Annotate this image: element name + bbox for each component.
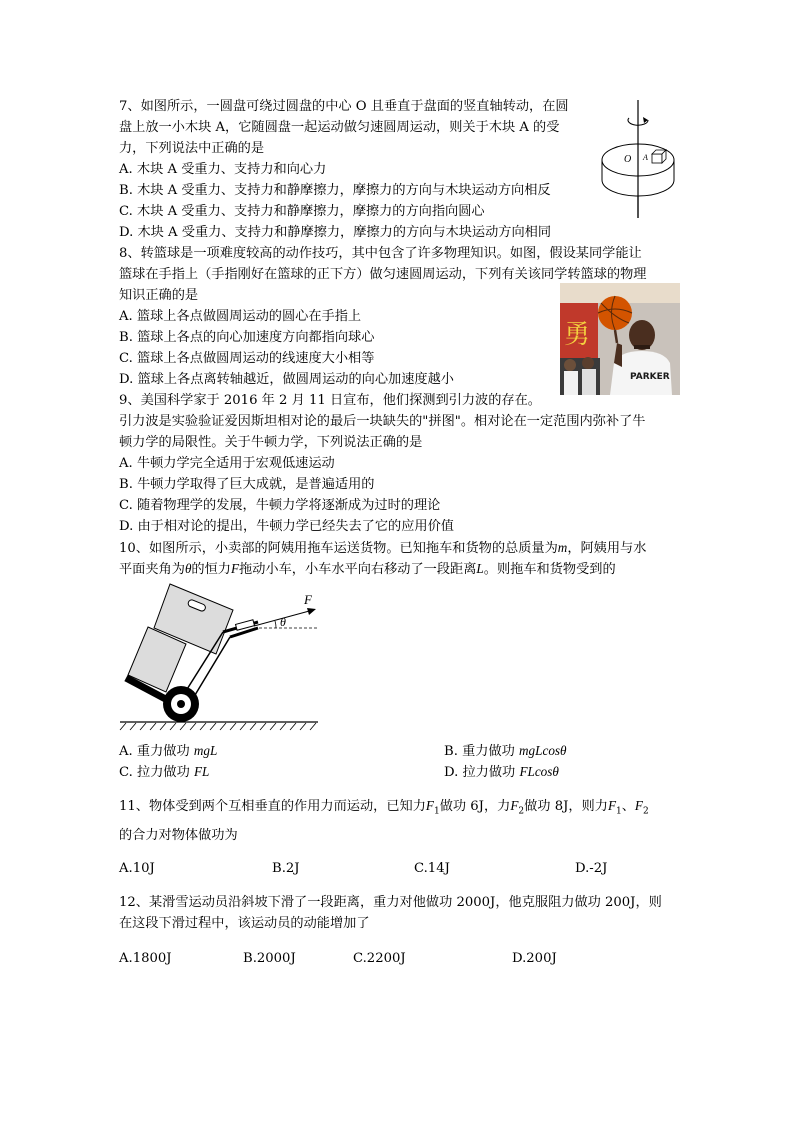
q12-option-b: B.2000J (243, 951, 296, 966)
q7-disc-figure (596, 98, 682, 220)
q10-option-a: A. 重力做功 mgL (119, 743, 218, 759)
q7-block-label: A (643, 153, 648, 162)
q7-center-label: O (624, 154, 632, 165)
q10-cart-figure (118, 582, 328, 732)
q11-option-b: B.2J (272, 861, 300, 876)
q12-stem-line-1: 12、某滑雪运动员沿斜坡下滑了一段距离，重力对他做功 2000J，他克服阻力做功 200J，则 (119, 895, 662, 910)
q9-stem-line-1: 9、美国科学家于 2016 年 2 月 11 日宣布，他们探测到引力波的存在。 (119, 393, 541, 408)
q7-option-b: B. 木块 A 受重力、支持力和静摩擦力，摩擦力的方向与木块运动方向相反 (119, 183, 551, 198)
q8-basketball-photo (560, 283, 680, 395)
q7-block-shape (652, 150, 666, 163)
q8-stem-line-2: 篮球在手指上（手指刚好在篮球的正下方）做匀速圆周运动，下列有关该同学转篮球的物理 (119, 267, 647, 282)
q9-option-b: B. 牛顿力学取得了巨大成就，是普遍适用的 (119, 477, 375, 492)
q9-option-d: D. 由于相对论的提出，牛顿力学已经失去了它的应用价值 (119, 519, 454, 534)
q8-shirt-text: PARKER (630, 372, 670, 382)
q12-option-c: C.2200J (353, 951, 406, 966)
q11-option-d: D.-2J (575, 861, 608, 876)
q10-option-d: D. 拉力做功 FLcosθ (444, 764, 559, 780)
q10-angle-label: θ (280, 615, 286, 629)
q9-stem-line-2: 引力波是实验验证爱因斯坦相对论的最后一块缺失的"拼图"。相对论在一定范围内弥补了牛 (119, 414, 646, 429)
q8-option-b: B. 篮球上各点的向心加速度方向都指向球心 (119, 330, 375, 345)
q12-stem-line-2: 在这段下滑过程中，该运动员的动能增加了 (119, 916, 370, 931)
q11-stem-line-2: 的合力对物体做功为 (119, 828, 238, 843)
q7-option-a: A. 木块 A 受重力、支持力和向心力 (119, 162, 327, 177)
q9-option-c: C. 随着物理学的发展，牛顿力学将逐渐成为过时的理论 (119, 498, 441, 513)
q11-option-a: A.10J (119, 861, 155, 876)
q10-option-b: B. 重力做功 mgLcosθ (444, 743, 567, 759)
q8-option-d: D. 篮球上各点离转轴越近，做圆周运动的向心加速度越小 (119, 372, 454, 387)
q10-mass-symbol: m (557, 540, 568, 555)
q11-stem-line-1: 11、物体受到两个互相垂直的作用力而运动，已知力$F_1$做功 6J，力$F_2$做功 8J，则力$F_1$、$F_2$ (119, 798, 649, 817)
q12-option-a: A.1800J (119, 951, 172, 966)
q8-option-c: C. 篮球上各点做圆周运动的线速度大小相等 (119, 351, 375, 366)
q10-option-c: C. 拉力做功 FL (119, 764, 210, 780)
q10-stem-line-1: 10、如图所示，小卖部的阿姨用拖车运送货物。已知拖车和货物的总质量为m，阿姨用与水 (119, 540, 647, 556)
q7-stem-line-1: 7、如图所示，一圆盘可绕过圆盘的中心 O 且垂直于盘面的竖直轴转动，在圆 (119, 99, 569, 114)
q8-stem-line-3: 知识正确的是 (119, 288, 199, 303)
basketball-icon (598, 296, 632, 330)
q10-stem-line-2: 平面夹角为θ的恒力F拖动小车，小车水平向右移动了一段距离L。则拖车和货物受到的 (119, 561, 616, 577)
q10-force-label: F (304, 592, 312, 607)
q9-stem-line-3: 顿力学的局限性。关于牛顿力学，下列说法正确的是 (119, 435, 423, 450)
q8-option-a: A. 篮球上各点做圆周运动的圆心在手指上 (119, 309, 362, 324)
q8-banner-text: 勇 (564, 320, 591, 350)
q8-stem-line-1: 8、转篮球是一项难度较高的动作技巧，其中包含了许多物理知识。如图，假设某同学能让 (119, 246, 642, 261)
q7-option-c: C. 木块 A 受重力、支持力和静摩擦力，摩擦力的方向指向圆心 (119, 204, 485, 219)
q7-stem-line-2: 盘上放一小木块 A，它随圆盘一起运动做匀速圆周运动，则关于木块 A 的受 (119, 120, 560, 135)
q7-option-d: D. 木块 A 受重力、支持力和静摩擦力，摩擦力的方向与木块运动方向相同 (119, 225, 552, 240)
q9-option-a: A. 牛顿力学完全适用于宏观低速运动 (119, 456, 335, 471)
q12-option-d: D.200J (512, 951, 557, 966)
q7-stem-line-3: 力，下列说法中正确的是 (119, 141, 265, 156)
q11-option-c: C.14J (414, 861, 450, 876)
